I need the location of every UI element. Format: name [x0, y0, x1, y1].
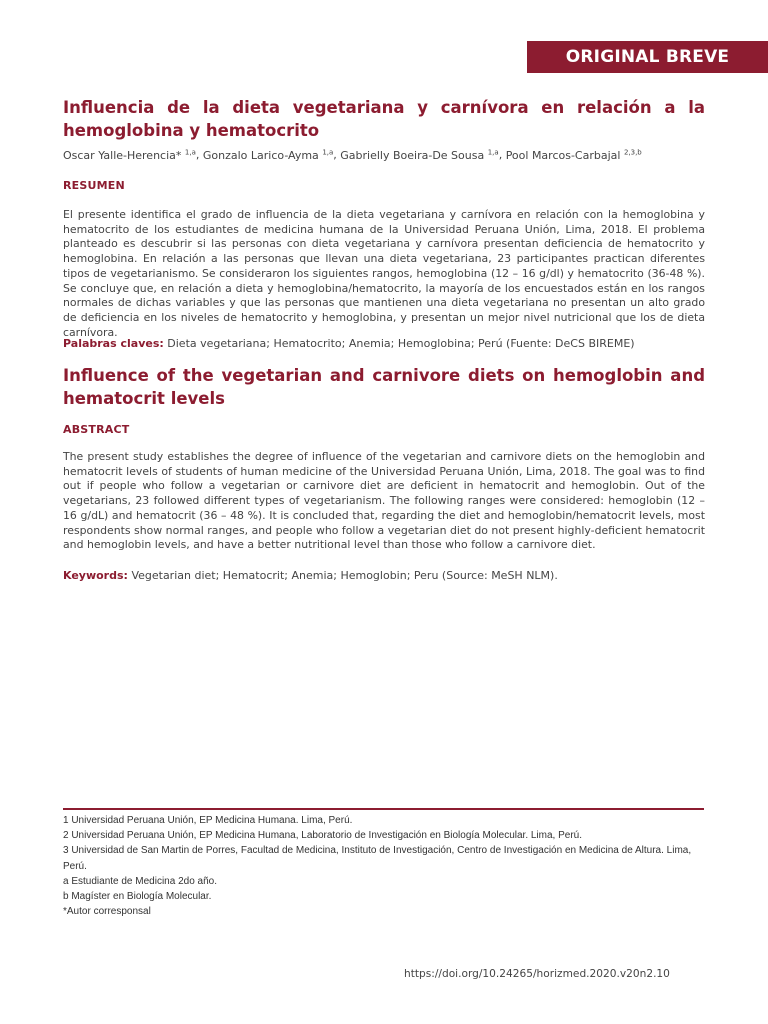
footnote: 2 Universidad Peruana Unión, EP Medicina Humana, Laboratorio de Investigación en Biología Molecular. Lima, Perú. — [63, 830, 583, 842]
author[interactable]: Gabrielly Boeira-De Sousa $^{1,a}$ — [340, 148, 499, 162]
footnote: b Magíster en Biología Molecular. — [63, 891, 212, 903]
title-es-block — [63, 96, 705, 142]
abstract-en: The present study establishes the degree of influence of the vegetarian and carnivore diets on the hemoglobin and hematocrit levels of students of human medicine of the Universidad Peruana Unión, Lima, 2018. The goal was to find out if people who follow a vegetarian or carnivore diet are deficient in hematocrit and hemoglobin. Out of the vegetarians, 23 followed different types of vegetarianism. The following ranges were considered: hemoglobin (12 – 16 g/dL) and hematocrit (36 – 48 %). It is concluded that, regarding the diet and hemoglobin/hematocrit levels, most respondents show normal ranges, and people who follow a vegetarian diet do not present highly-deficient hematocrit and hemoglobin levels, and have a better nutritional level than those who follow a carnivore diet. — [63, 450, 705, 552]
author[interactable]: Pool Marcos-Carbajal $^{2,3,b}$ — [505, 148, 642, 162]
authors: Oscar Yalle-Herencia* $^{1,a}$, Gonzalo Larico-Ayma $^{1,a}$, Gabrielly Boeira-De Sousa $^{1,a}$, Pool Marcos-Carbajal $^{2,3,b}$ — [63, 148, 642, 162]
abstract-heading-es: RESUMEN — [63, 179, 125, 192]
abstract-es: El presente identifica el grado de influencia de la dieta vegetariana y carnívora en relación con la hemoglobina y hematocrito de los estudiantes de medicina humana de la Universidad Peruana Unión, Lima, 2018. El problema planteado es descubrir si las personas con dieta vegetariana y carnívora presentan deficiencia de hematocrito y hemoglobina. En relación a las personas que llevan una dieta vegetariana, 23 participantes practican diferentes tipos de vegetarianismo. Se consideraron los siguientes rangos, hemoglobina (12 – 16 g/dl) y hematocrito (36-48 %). Se concluye que, en relación a dieta y hemoglobina/hematocrito, la mayoría de los encuestados están en los rangos normales de dichas variables y que las personas que mantienen una dieta vegetariana no presentan un alto grado de deficiencia en los niveles de hematocrito y hemoglobina, y presentan un mejor nivel nutricional que los de dieta carnívora. — [63, 208, 705, 339]
footnote: *Autor corresponsal — [63, 906, 151, 918]
doi-link[interactable]: https://doi.org/10.24265/horizmed.2020.v20n2.10 — [404, 968, 670, 980]
abstract-heading-en: ABSTRACT — [63, 423, 130, 436]
author[interactable]: Oscar Yalle-Herencia* $^{1,a}$ — [63, 148, 196, 162]
footnotes — [63, 813, 708, 919]
author[interactable]: Gonzalo Larico-Ayma $^{1,a}$ — [202, 148, 334, 162]
keywords-en — [63, 569, 705, 582]
keywords-label-en: Keywords: — [63, 569, 128, 582]
footnote: a Estudiante de Medicina 2do año. — [63, 875, 217, 887]
footnote: 3 Universidad de San Martin de Porres, Facultad de Medicina, Instituto de Investigación, Centro de Investigación en Medicina de Altura. Lima, Perú. — [63, 845, 692, 872]
footnote: 1 Universidad Peruana Unión, EP Medicina Humana. Lima, Perú. — [63, 815, 353, 826]
section-label: ORIGINAL BREVE — [527, 41, 768, 73]
keywords-es — [63, 337, 705, 350]
title-en: Influence of the vegetarian and carnivore diets on hemoglobin and hematocrit levels — [63, 366, 705, 408]
footnote-divider — [63, 808, 704, 810]
keywords-value-en: Vegetarian diet; Hematocrit; Anemia; Hemoglobin; Peru (Source: MeSH NLM). — [131, 569, 558, 582]
title-es: Influencia de la dieta vegetariana y carnívora en relación a la hemoglobina y hematocrito — [63, 98, 705, 140]
title-en-block — [63, 364, 705, 410]
keywords-value-es: Dieta vegetariana; Hematocrito; Anemia; Hemoglobina; Perú (Fuente: DeCS BIREME) — [167, 337, 635, 350]
keywords-label-es: Palabras claves: — [63, 337, 164, 350]
